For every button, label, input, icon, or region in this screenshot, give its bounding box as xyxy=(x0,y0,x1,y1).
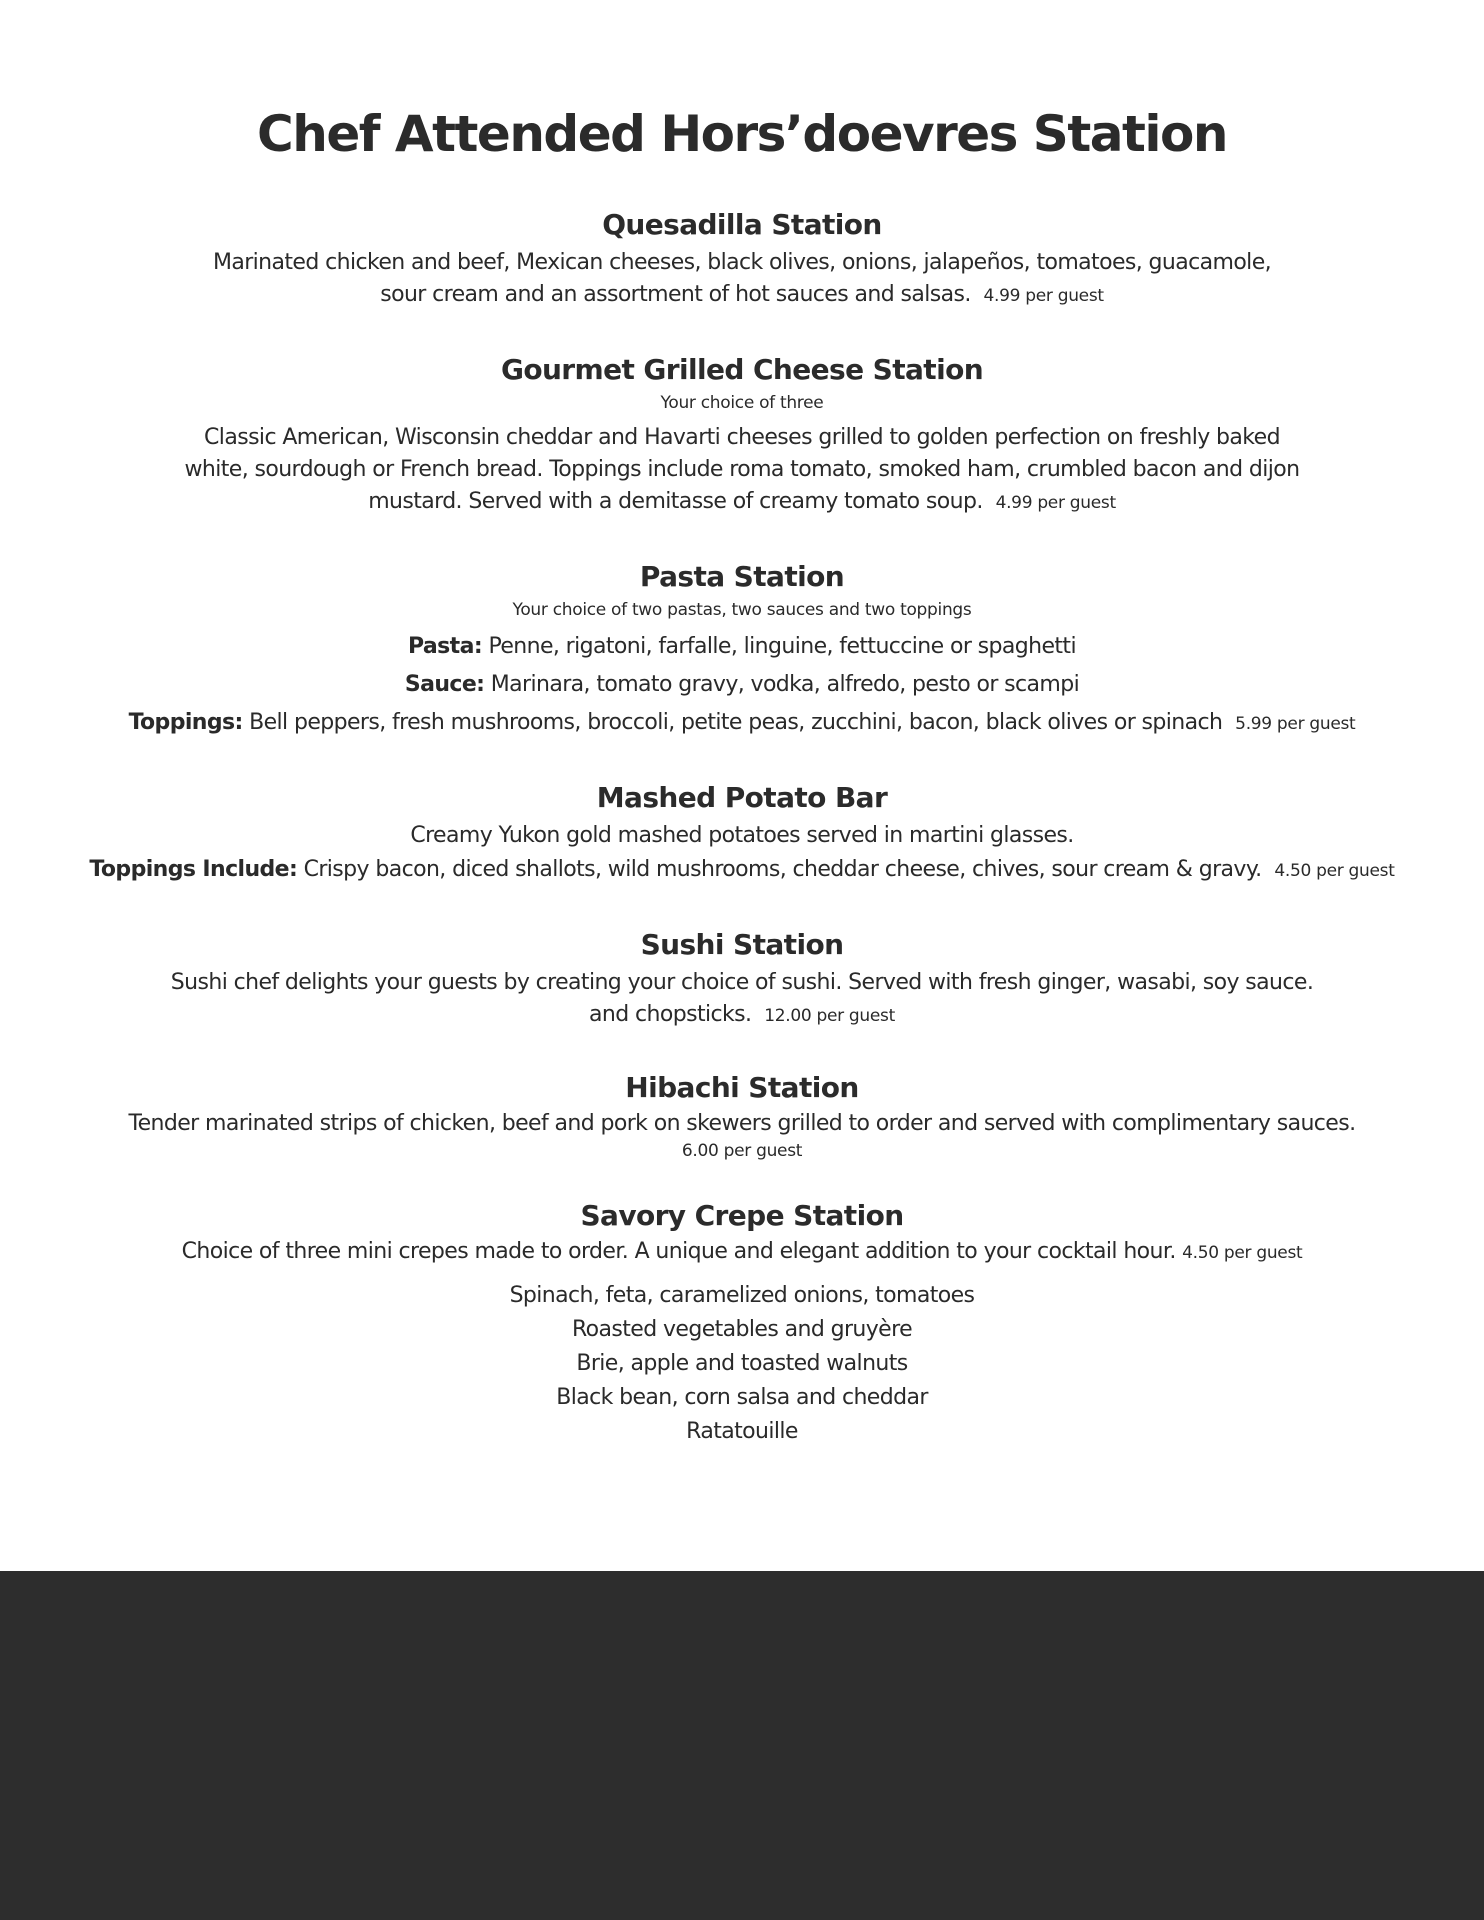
grilled-cheese-description xyxy=(0,422,1484,519)
grilled-cheese-line-1: Classic American, Wisconsin cheddar and Havarti cheeses grilled to golden perfection on freshly baked xyxy=(204,425,1280,450)
sushi-line-2-text: and chopsticks. xyxy=(589,1002,752,1027)
sushi-line-1: Sushi chef delights your guests by creating your choice of sushi. Served with fresh ginger, wasabi, soy sauce. xyxy=(170,970,1314,995)
grilled-cheese-line-3-text: mustard. Served with a demitasse of creamy tomato soup. xyxy=(368,489,983,514)
quesadilla-description xyxy=(0,247,1484,312)
pasta-toppings-line xyxy=(0,705,1484,742)
grilled-cheese-section xyxy=(0,350,1484,519)
grilled-cheese-price: 4.99 per guest xyxy=(995,493,1116,513)
crepe-option: Ratatouille xyxy=(686,1419,798,1444)
sushi-price: 12.00 per guest xyxy=(764,1006,895,1026)
quesadilla-line-2 xyxy=(0,279,1484,312)
crepe-option: Black bean, corn salsa and cheddar xyxy=(556,1385,928,1410)
grilled-cheese-title: Gourmet Grilled Cheese Station xyxy=(500,353,984,386)
mashed-potato-toppings-text: Crispy bacon, diced shallots, wild mushrooms, cheddar cheese, chives, sour cream & gravy. xyxy=(303,857,1262,882)
mashed-potato-line-1: Creamy Yukon gold mashed potatoes served in martini glasses. xyxy=(410,823,1074,848)
pasta-section xyxy=(0,557,1484,742)
hibachi-title: Hibachi Station xyxy=(625,1071,859,1104)
pasta-pasta-text: Penne, rigatoni, farfalle, linguine, fettuccine or spaghetti xyxy=(488,634,1076,659)
sushi-title: Sushi Station xyxy=(640,928,844,961)
quesadilla-title: Quesadilla Station xyxy=(602,208,882,241)
pasta-pasta-line xyxy=(0,629,1484,665)
crepe-price: 4.50 per guest xyxy=(1182,1243,1303,1263)
hibachi-section xyxy=(0,1068,1484,1162)
mashed-potato-toppings-line xyxy=(0,852,1484,889)
crepe-title: Savory Crepe Station xyxy=(580,1199,904,1232)
quesadilla-line-1: Marinated chicken and beef, Mexican cheeses, black olives, onions, jalapeños, tomatoes, guacamole, xyxy=(212,250,1272,275)
grilled-cheese-line-3 xyxy=(0,486,1484,519)
mashed-potato-price: 4.50 per guest xyxy=(1274,861,1395,881)
quesadilla-price: 4.99 per guest xyxy=(983,286,1104,306)
crepe-options xyxy=(0,1279,1484,1449)
mashed-potato-toppings-label: Toppings Include: xyxy=(89,857,298,882)
pasta-toppings-label: Toppings: xyxy=(128,710,243,735)
crepe-option: Spinach, feta, caramelized onions, tomatoes xyxy=(509,1283,975,1308)
quesadilla-section xyxy=(0,205,1484,312)
mashed-potato-section xyxy=(0,778,1484,889)
sushi-description xyxy=(0,967,1484,1032)
pasta-sauce-line xyxy=(0,665,1484,705)
crepe-line-1 xyxy=(0,1236,1484,1269)
sushi-line-2 xyxy=(0,999,1484,1032)
crepe-line-1-text: Choice of three mini crepes made to order. A unique and elegant addition to your cocktail hour. xyxy=(181,1239,1176,1264)
grilled-cheese-line-2: white, sourdough or French bread. Toppings include roma tomato, smoked ham, crumbled bacon and dijon xyxy=(184,457,1300,482)
grilled-cheese-subtitle: Your choice of three xyxy=(660,393,824,413)
mashed-potato-title: Mashed Potato Bar xyxy=(596,781,888,814)
crepe-option: Brie, apple and toasted walnuts xyxy=(576,1351,908,1376)
pasta-sauce-label: Sauce: xyxy=(404,672,485,697)
pasta-price: 5.99 per guest xyxy=(1235,714,1356,734)
quesadilla-line-2-text: sour cream and an assortment of hot sauces and salsas. xyxy=(380,282,971,307)
hibachi-line-1: Tender marinated strips of chicken, beef and pork on skewers grilled to order and served with complimentary sauces. xyxy=(128,1111,1356,1136)
pasta-pasta-label: Pasta: xyxy=(408,634,483,659)
crepe-section xyxy=(0,1196,1484,1449)
pasta-title: Pasta Station xyxy=(639,560,845,593)
pasta-subtitle: Your choice of two pastas, two sauces and two toppings xyxy=(512,600,972,620)
sushi-section xyxy=(0,925,1484,1032)
crepe-option: Roasted vegetables and gruyère xyxy=(571,1317,913,1342)
page-title: Chef Attended Hors’doevres Station xyxy=(257,105,1227,163)
pasta-toppings-text: Bell peppers, fresh mushrooms, broccoli, petite peas, zucchini, bacon, black olives or spinach xyxy=(249,710,1223,735)
footer-band xyxy=(0,1571,1484,1920)
hibachi-price: 6.00 per guest xyxy=(681,1141,803,1161)
pasta-sauce-text: Marinara, tomato gravy, vodka, alfredo, pesto or scampi xyxy=(490,672,1080,697)
